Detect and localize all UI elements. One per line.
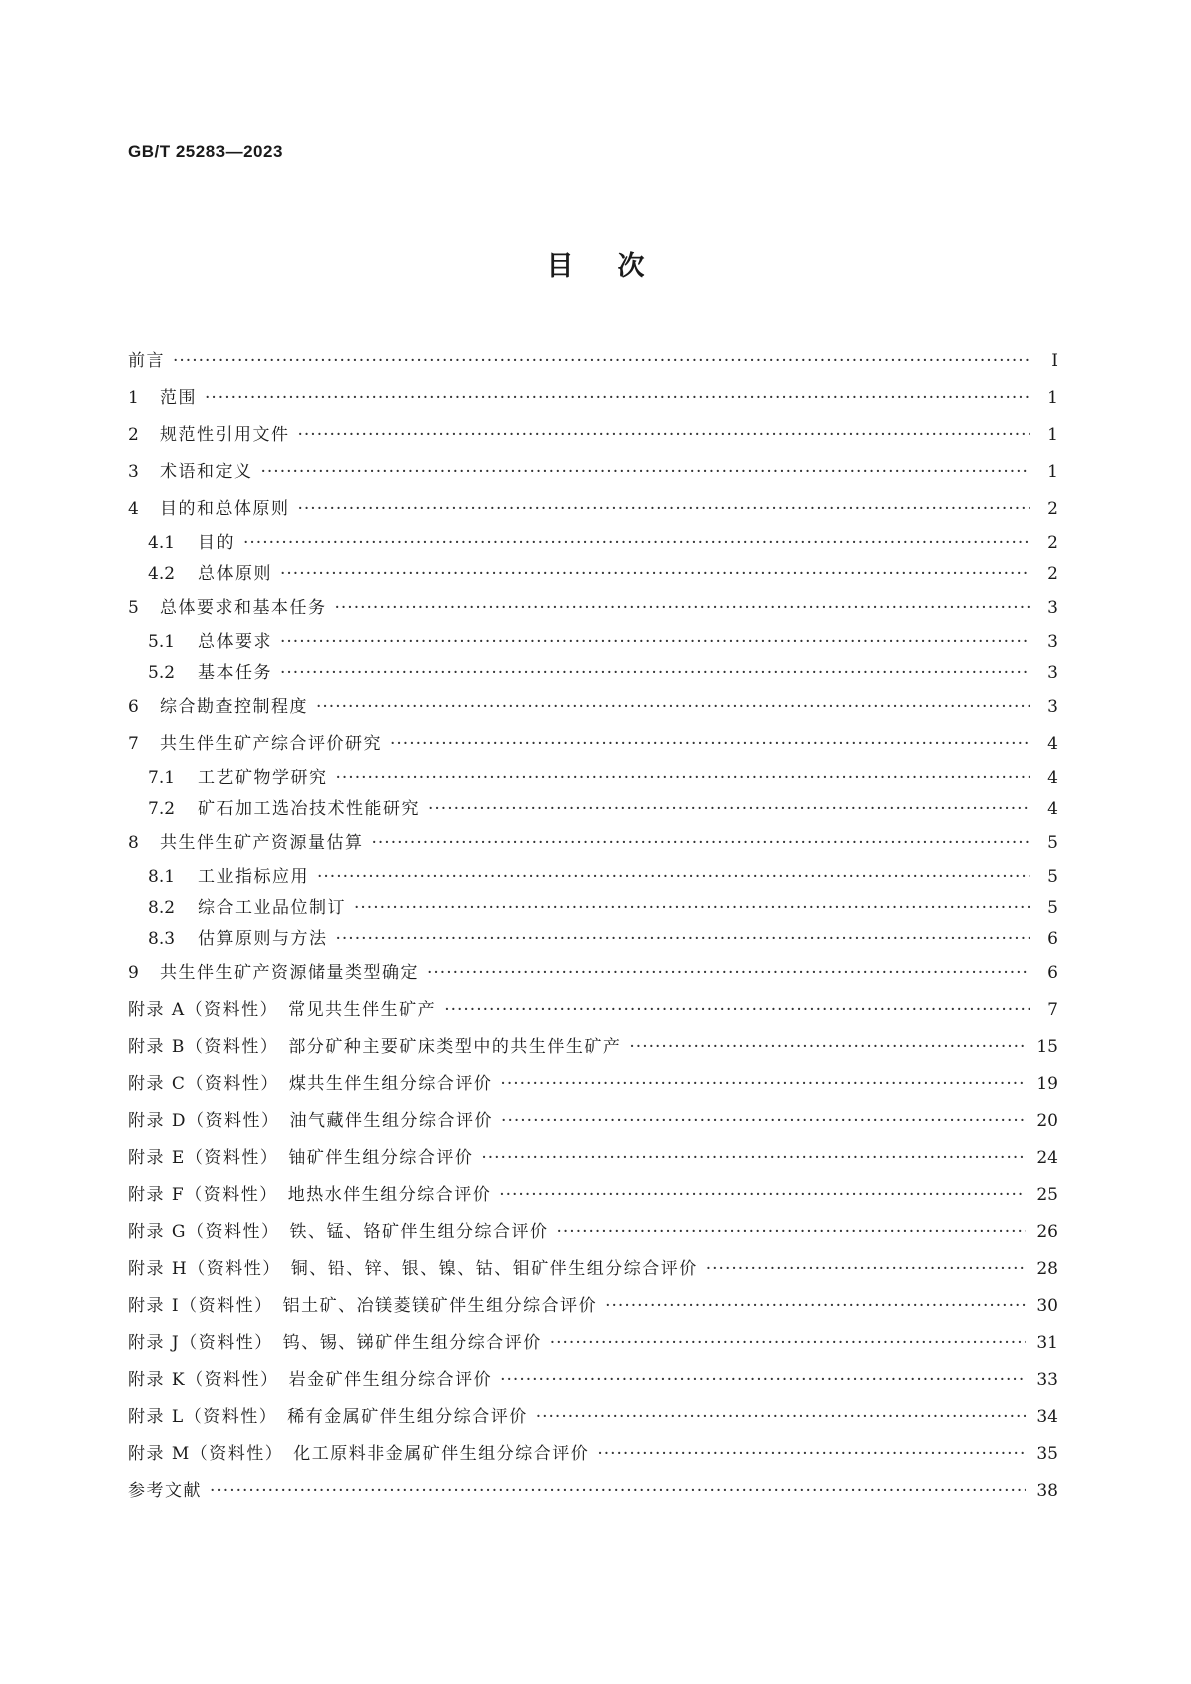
- toc-entry[interactable]: [128, 893, 1058, 924]
- toc-entry[interactable]: [128, 590, 1058, 627]
- toc-entry-label: 附录 I（资料性） 铝土矿、冶镁菱镁矿伴生组分综合评价: [128, 1296, 598, 1316]
- toc-entry-page: 30: [1036, 1296, 1058, 1316]
- toc-entry-page: 5: [1047, 867, 1058, 887]
- toc-entry-label: 总体原则: [198, 564, 272, 584]
- toc-entry[interactable]: [128, 1362, 1058, 1399]
- toc-leader-dots: [706, 1251, 1027, 1288]
- toc-entry[interactable]: [128, 992, 1058, 1029]
- toc-leader-dots: [298, 417, 1031, 454]
- toc-entry[interactable]: [128, 862, 1058, 893]
- toc-entry-number: 8.2: [148, 898, 176, 918]
- toc-entry-label: 前言: [128, 351, 165, 371]
- toc-entry-number: 7.2: [148, 799, 176, 819]
- toc-entry-number: 4.1: [148, 533, 176, 553]
- toc-entry-page: 3: [1047, 663, 1058, 683]
- toc-entry[interactable]: [128, 528, 1058, 559]
- toc-entry[interactable]: [128, 417, 1058, 454]
- toc-entry-page: 20: [1036, 1111, 1058, 1131]
- toc-entry-page: 31: [1036, 1333, 1058, 1353]
- toc-entry[interactable]: [128, 955, 1058, 992]
- toc-entry-page: 25: [1036, 1185, 1058, 1205]
- toc-entry-number: 6: [128, 697, 139, 717]
- toc-entry-label: 参考文献: [128, 1481, 202, 1501]
- toc-entry-number: 9: [128, 963, 139, 983]
- toc-entry-page: 6: [1047, 929, 1058, 949]
- toc-entry-page: 4: [1047, 768, 1058, 788]
- toc-entry[interactable]: [128, 491, 1058, 528]
- toc-entry-label: 工业指标应用: [198, 867, 309, 887]
- toc-entry[interactable]: [128, 658, 1058, 689]
- toc-entry-page: Ⅰ: [1051, 351, 1058, 371]
- toc-leader-dots: [173, 343, 1030, 380]
- toc-leader-dots: [280, 559, 1030, 590]
- toc-entry-number: 3: [128, 462, 139, 482]
- toc-entry-page: 1: [1047, 462, 1058, 482]
- toc-leader-dots: [205, 380, 1030, 417]
- toc-entry-label: 总体要求和基本任务: [160, 598, 327, 618]
- toc-entry[interactable]: [128, 794, 1058, 825]
- toc-leader-dots: [501, 1103, 1026, 1140]
- toc-leader-dots: [336, 763, 1031, 794]
- toc-entry-number: 7: [128, 734, 139, 754]
- toc-entry[interactable]: [128, 1103, 1058, 1140]
- toc-leader-dots: [298, 491, 1031, 528]
- toc-entry-label: 共生伴生矿产综合评价研究: [160, 734, 382, 754]
- toc-entry-page: 34: [1036, 1407, 1058, 1427]
- toc-entry[interactable]: [128, 1399, 1058, 1436]
- toc-entry-label: 共生伴生矿产资源储量类型确定: [160, 963, 419, 983]
- toc-entry-label: 综合工业品位制订: [198, 898, 346, 918]
- toc-entry-page: 4: [1047, 734, 1058, 754]
- toc-entry-page: 2: [1047, 499, 1058, 519]
- toc-entry-number: 5.1: [148, 632, 176, 652]
- toc-leader-dots: [390, 726, 1030, 763]
- toc-entry-label: 附录 H（资料性） 铜、铅、锌、银、镍、钴、钼矿伴生组分综合评价: [128, 1259, 698, 1279]
- toc-leader-dots: [536, 1399, 1027, 1436]
- toc-entry[interactable]: [128, 627, 1058, 658]
- toc-leader-dots: [317, 862, 1030, 893]
- toc-entry-label: 目的: [198, 533, 235, 553]
- toc-entry-page: 2: [1047, 533, 1058, 553]
- toc-entry-label: 综合勘查控制程度: [160, 697, 308, 717]
- toc-entry[interactable]: [128, 1251, 1058, 1288]
- toc-entry-label: 工艺矿物学研究: [198, 768, 328, 788]
- toc-entry-label: 基本任务: [198, 663, 272, 683]
- page-title: 目次: [546, 251, 689, 282]
- toc-leader-dots: [556, 1214, 1026, 1251]
- toc-entry[interactable]: [128, 825, 1058, 862]
- toc-entry[interactable]: [128, 924, 1058, 955]
- toc-entry[interactable]: [128, 1325, 1058, 1362]
- toc-entry[interactable]: [128, 454, 1058, 491]
- toc-entry-page: 19: [1036, 1074, 1058, 1094]
- toc-leader-dots: [444, 992, 1030, 1029]
- toc-leader-dots: [280, 658, 1030, 689]
- toc-entry[interactable]: [128, 1436, 1058, 1473]
- toc-leader-dots: [280, 627, 1030, 658]
- toc-entry-page: 15: [1036, 1037, 1058, 1057]
- toc-leader-dots: [550, 1325, 1027, 1362]
- toc-leader-dots: [499, 1177, 1026, 1214]
- toc-entry-page: 5: [1047, 898, 1058, 918]
- toc-entry-page: 5: [1047, 833, 1058, 853]
- toc-entry-number: 8.3: [148, 929, 176, 949]
- toc-entry[interactable]: [128, 343, 1058, 380]
- table-of-contents: [128, 343, 1058, 1510]
- toc-entry-number: 8: [128, 833, 139, 853]
- toc-leader-dots: [500, 1066, 1026, 1103]
- toc-entry-label: 附录 J（资料性） 钨、锡、锑矿伴生组分综合评价: [128, 1333, 542, 1353]
- toc-entry-page: 3: [1047, 697, 1058, 717]
- toc-entry-label: 附录 L（资料性） 稀有金属矿伴生组分综合评价: [128, 1407, 528, 1427]
- toc-entry[interactable]: [128, 1288, 1058, 1325]
- toc-entry-label: 附录 B（资料性） 部分矿种主要矿床类型中的共生伴生矿产: [128, 1037, 622, 1057]
- toc-entry-number: 2: [128, 425, 139, 445]
- toc-entry-page: 1: [1047, 425, 1058, 445]
- toc-entry-page: 35: [1036, 1444, 1058, 1464]
- toc-entry-label: 矿石加工选冶技术性能研究: [198, 799, 420, 819]
- toc-entry-label: 附录 D（资料性） 油气藏伴生组分综合评价: [128, 1111, 494, 1131]
- toc-leader-dots: [500, 1362, 1026, 1399]
- toc-entry[interactable]: [128, 1029, 1058, 1066]
- toc-leader-dots: [629, 1029, 1026, 1066]
- toc-entry-label: 附录 C（资料性） 煤共生伴生组分综合评价: [128, 1074, 493, 1094]
- toc-entry[interactable]: [128, 559, 1058, 590]
- toc-entry[interactable]: [128, 763, 1058, 794]
- toc-entry[interactable]: [128, 1473, 1058, 1510]
- toc-entry-label: 目的和总体原则: [160, 499, 290, 519]
- toc-entry[interactable]: [128, 1177, 1058, 1214]
- standard-number: GB/T 25283—2023: [128, 142, 283, 161]
- toc-entry-label: 估算原则与方法: [198, 929, 328, 949]
- toc-entry-label: 附录 F（资料性） 地热水伴生组分综合评价: [128, 1185, 492, 1205]
- toc-entry-number: 1: [128, 388, 139, 408]
- toc-leader-dots: [354, 893, 1030, 924]
- toc-entry-page: 33: [1036, 1370, 1058, 1390]
- toc-leader-dots: [372, 825, 1031, 862]
- toc-leader-dots: [316, 689, 1030, 726]
- toc-entry[interactable]: [128, 1214, 1058, 1251]
- toc-entry-number: 4.2: [148, 564, 176, 584]
- toc-leader-dots: [597, 1436, 1026, 1473]
- toc-leader-dots: [335, 590, 1031, 627]
- toc-leader-dots: [243, 528, 1030, 559]
- toc-entry-number: 5: [128, 598, 139, 618]
- toc-entry-number: 8.1: [148, 867, 176, 887]
- toc-entry-number: 7.1: [148, 768, 176, 788]
- toc-entry[interactable]: [128, 726, 1058, 763]
- toc-entry-label: 规范性引用文件: [160, 425, 290, 445]
- toc-entry-label: 范围: [160, 388, 197, 408]
- toc-entry-label: 附录 K（资料性） 岩金矿伴生组分综合评价: [128, 1370, 493, 1390]
- toc-leader-dots: [261, 454, 1031, 491]
- toc-entry-page: 24: [1036, 1148, 1058, 1168]
- toc-entry-label: 附录 M（资料性） 化工原料非金属矿伴生组分综合评价: [128, 1444, 590, 1464]
- toc-entry-page: 3: [1047, 598, 1058, 618]
- toc-entry-label: 附录 G（资料性） 铁、锰、铬矿伴生组分综合评价: [128, 1222, 549, 1242]
- toc-leader-dots: [605, 1288, 1026, 1325]
- toc-leader-dots: [428, 794, 1030, 825]
- toc-entry-page: 6: [1047, 963, 1058, 983]
- toc-entry-label: 附录 E（资料性） 铀矿伴生组分综合评价: [128, 1148, 474, 1168]
- toc-entry-page: 1: [1047, 388, 1058, 408]
- toc-entry-label: 总体要求: [198, 632, 272, 652]
- toc-entry-label: 术语和定义: [160, 462, 253, 482]
- toc-entry-page: 7: [1047, 1000, 1058, 1020]
- toc-entry-page: 3: [1047, 632, 1058, 652]
- toc-entry-page: 38: [1036, 1481, 1058, 1501]
- toc-entry-page: 28: [1036, 1259, 1058, 1279]
- toc-entry-page: 2: [1047, 564, 1058, 584]
- toc-entry-label: 共生伴生矿产资源量估算: [160, 833, 364, 853]
- toc-entry-page: 4: [1047, 799, 1058, 819]
- toc-entry[interactable]: [128, 1140, 1058, 1177]
- toc-leader-dots: [336, 924, 1031, 955]
- toc-leader-dots: [427, 955, 1030, 992]
- toc-entry[interactable]: [128, 1066, 1058, 1103]
- toc-entry-page: 26: [1036, 1222, 1058, 1242]
- toc-entry-number: 4: [128, 499, 139, 519]
- toc-leader-dots: [481, 1140, 1026, 1177]
- toc-entry[interactable]: [128, 380, 1058, 417]
- toc-entry-label: 附录 A（资料性） 常见共生伴生矿产: [128, 1000, 437, 1020]
- toc-leader-dots: [210, 1473, 1026, 1510]
- toc-entry-number: 5.2: [148, 663, 176, 683]
- toc-entry[interactable]: [128, 689, 1058, 726]
